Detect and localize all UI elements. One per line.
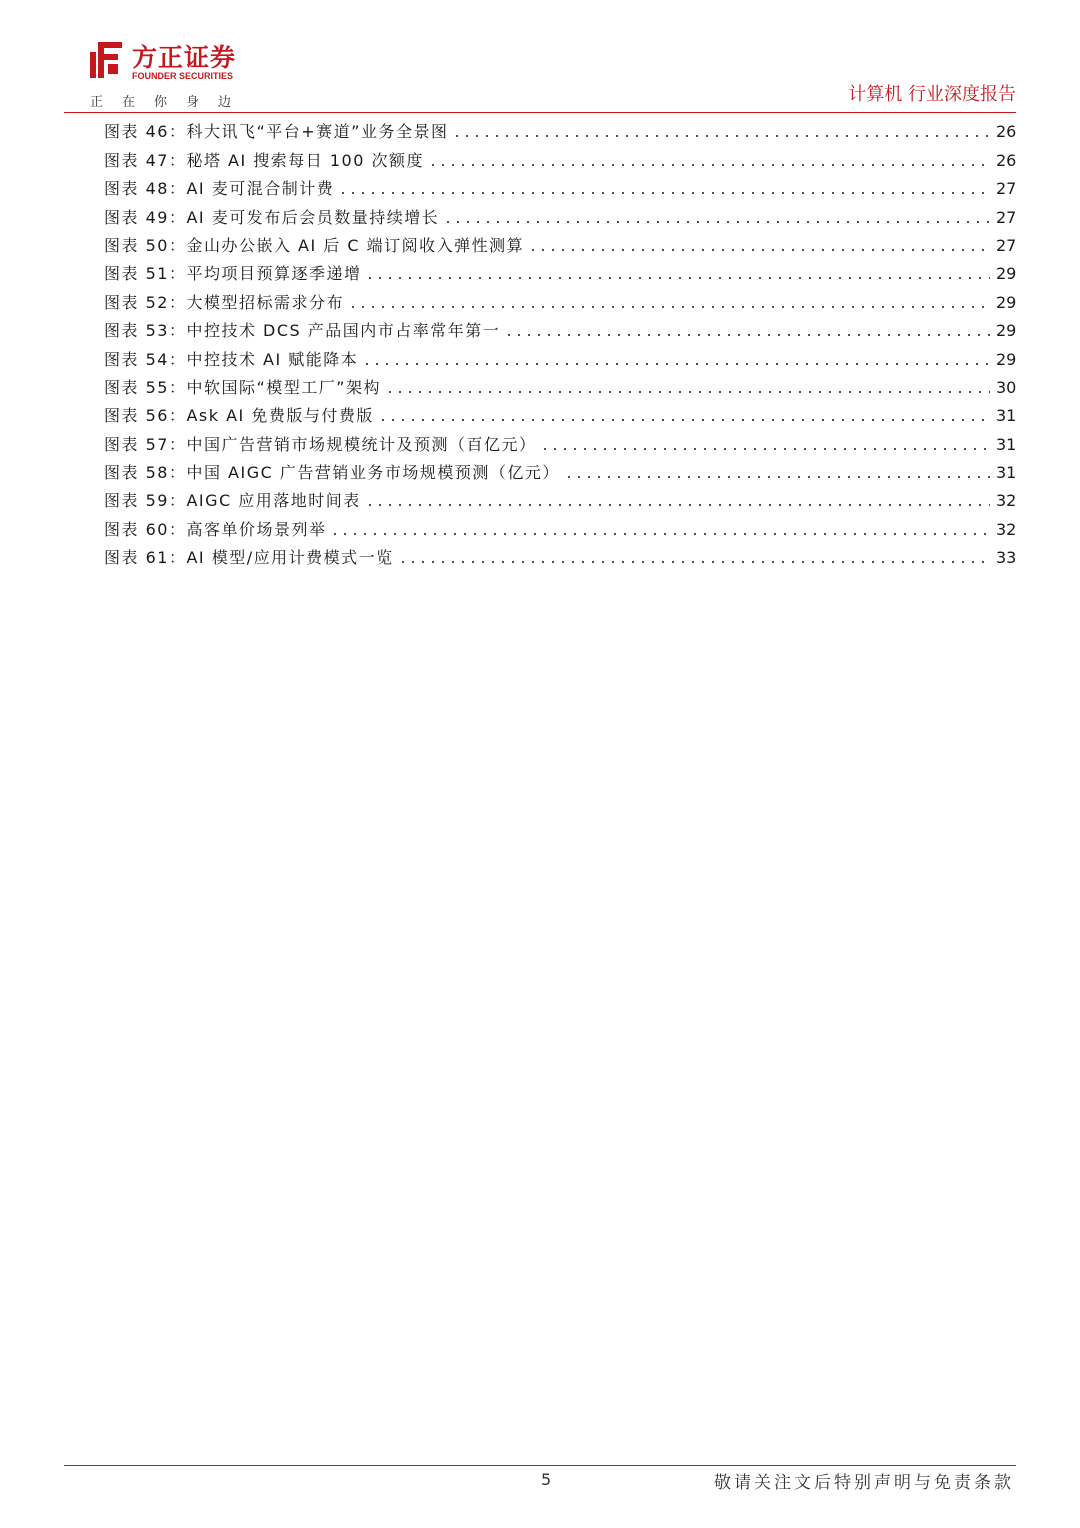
toc-entry-label: 图表 57：中国广告营销市场规模统计及预测（百亿元） bbox=[104, 434, 537, 454]
toc-leader-dots bbox=[540, 447, 990, 451]
table-of-figures bbox=[104, 118, 1016, 572]
brand-name-en: FOUNDER SECURITIES bbox=[132, 71, 234, 81]
toc-page-number: 29 bbox=[996, 264, 1017, 284]
toc-page-number: 31 bbox=[996, 434, 1017, 454]
toc-page-number: 32 bbox=[996, 519, 1017, 539]
toc-entry-label: 图表 46：科大讯飞“平台+赛道”业务全景图 bbox=[104, 122, 449, 142]
toc-entry[interactable] bbox=[104, 203, 1016, 231]
toc-entry[interactable] bbox=[104, 544, 1016, 572]
toc-entry-label: 图表 55：中软国际“模型工厂”架构 bbox=[104, 377, 382, 397]
toc-entry-label: 图表 47：秘塔 AI 搜索每日 100 次额度 bbox=[104, 150, 425, 170]
toc-entry[interactable] bbox=[104, 374, 1016, 402]
toc-entry-label: 图表 52：大模型招标需求分布 bbox=[104, 292, 344, 312]
toc-leader-dots bbox=[365, 276, 990, 280]
toc-entry[interactable] bbox=[104, 515, 1016, 543]
toc-page-number: 32 bbox=[996, 491, 1017, 511]
toc-leader-dots bbox=[348, 305, 990, 309]
toc-page-number: 26 bbox=[996, 122, 1017, 142]
toc-leader-dots bbox=[385, 390, 990, 394]
footer-divider bbox=[64, 1465, 1016, 1466]
toc-entry-label: 图表 48：AI 麦可混合制计费 bbox=[104, 179, 335, 199]
founder-logo-icon bbox=[88, 40, 126, 80]
toc-entry[interactable] bbox=[104, 402, 1016, 430]
toc-leader-dots bbox=[528, 248, 990, 252]
toc-entry[interactable] bbox=[104, 232, 1016, 260]
report-type: 计算机 行业深度报告 bbox=[848, 84, 1016, 105]
toc-entry[interactable] bbox=[104, 430, 1016, 458]
toc-page-number: 29 bbox=[996, 321, 1017, 341]
toc-entry-label: 图表 58：中国 AIGC 广告营销业务市场规模预测（亿元） bbox=[104, 463, 560, 483]
toc-leader-dots bbox=[398, 560, 990, 564]
toc-leader-dots bbox=[428, 163, 990, 167]
toc-entry[interactable] bbox=[104, 175, 1016, 203]
toc-entry-label: 图表 53：中控技术 DCS 产品国内市占率常年第一 bbox=[104, 321, 501, 341]
toc-leader-dots bbox=[330, 532, 990, 536]
toc-entry-label: 图表 51：平均项目预算逐季递增 bbox=[104, 264, 362, 284]
toc-page-number: 27 bbox=[996, 179, 1017, 199]
toc-leader-dots bbox=[365, 503, 990, 507]
toc-page-number: 29 bbox=[996, 292, 1017, 312]
toc-leader-dots bbox=[504, 333, 990, 337]
toc-entry[interactable] bbox=[104, 345, 1016, 373]
toc-leader-dots bbox=[338, 191, 990, 195]
toc-entry-label: 图表 60：高客单价场景列举 bbox=[104, 519, 327, 539]
slogan: 正在你身边 bbox=[90, 95, 251, 110]
toc-entry[interactable] bbox=[104, 317, 1016, 345]
toc-entry[interactable] bbox=[104, 260, 1016, 288]
toc-entry[interactable] bbox=[104, 288, 1016, 316]
header-divider bbox=[64, 112, 1016, 113]
toc-page-number: 27 bbox=[996, 207, 1017, 227]
brand-name-cn: 方正证券 bbox=[132, 43, 237, 72]
toc-page-number: 26 bbox=[996, 150, 1017, 170]
toc-entry-label: 图表 56：Ask AI 免费版与付费版 bbox=[104, 406, 374, 426]
disclaimer-notice: 敬请关注文后特别声明与免责条款 bbox=[714, 1473, 1014, 1493]
toc-entry[interactable] bbox=[104, 487, 1016, 515]
toc-entry-label: 图表 61：AI 模型/应用计费模式一览 bbox=[104, 548, 394, 568]
toc-entry-label: 图表 50：金山办公嵌入 AI 后 C 端订阅收入弹性测算 bbox=[104, 235, 525, 255]
toc-leader-dots bbox=[378, 418, 990, 422]
toc-page-number: 30 bbox=[996, 377, 1017, 397]
toc-entry[interactable] bbox=[104, 459, 1016, 487]
toc-entry-label: 图表 59：AIGC 应用落地时间表 bbox=[104, 491, 361, 511]
toc-page-number: 33 bbox=[996, 548, 1017, 568]
toc-page-number: 29 bbox=[996, 349, 1017, 369]
toc-leader-dots bbox=[362, 362, 990, 366]
toc-page-number: 31 bbox=[996, 463, 1017, 483]
toc-leader-dots bbox=[452, 134, 990, 138]
toc-leader-dots bbox=[564, 475, 990, 479]
page-number: 5 bbox=[541, 1470, 552, 1489]
toc-page-number: 27 bbox=[996, 235, 1017, 255]
toc-entry[interactable] bbox=[104, 118, 1016, 146]
toc-entry[interactable] bbox=[104, 146, 1016, 174]
toc-entry-label: 图表 49：AI 麦可发布后会员数量持续增长 bbox=[104, 207, 440, 227]
toc-entry-label: 图表 54：中控技术 AI 赋能降本 bbox=[104, 349, 359, 369]
toc-leader-dots bbox=[443, 220, 990, 224]
toc-page-number: 31 bbox=[996, 406, 1017, 426]
